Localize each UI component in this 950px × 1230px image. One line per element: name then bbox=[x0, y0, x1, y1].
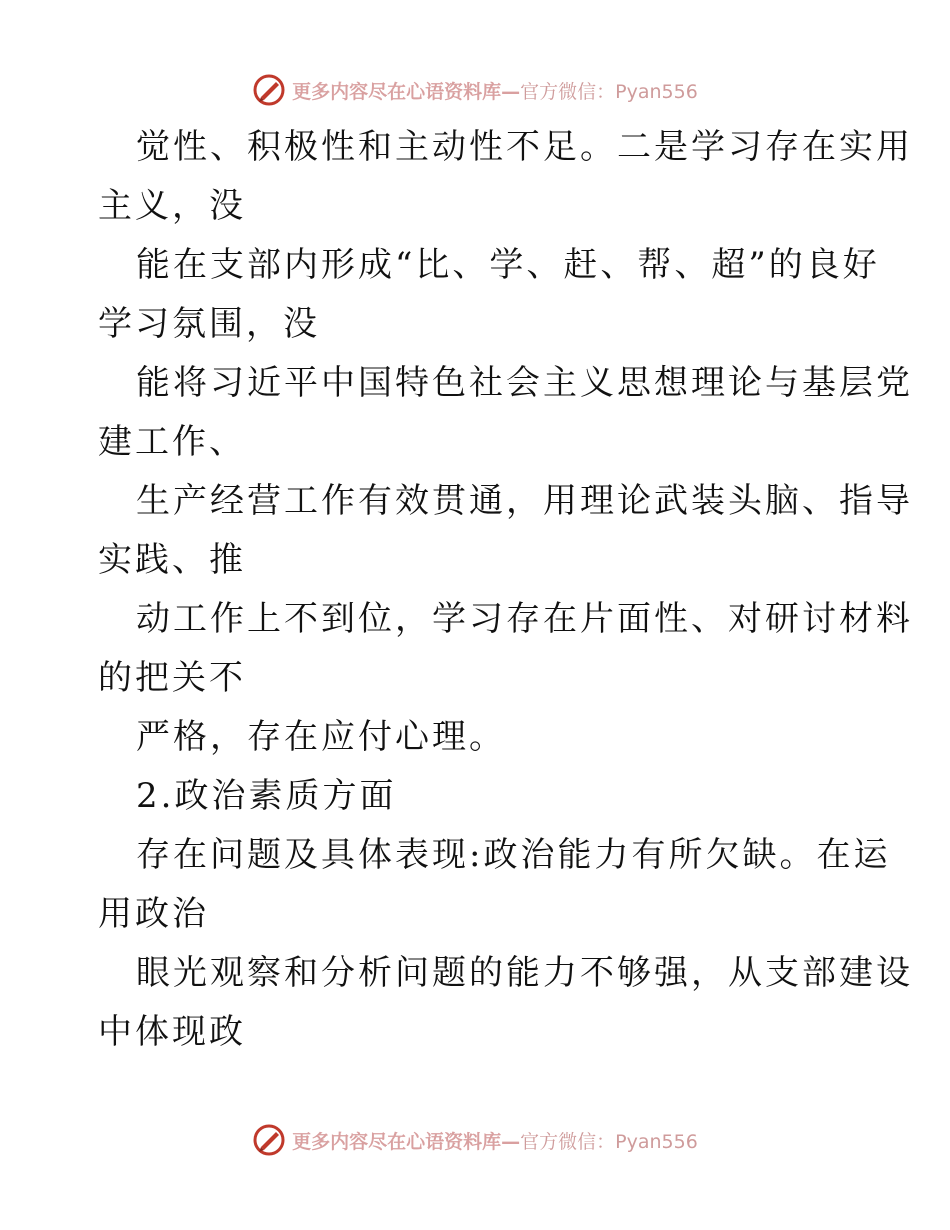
body-line: 中体现政 bbox=[98, 1012, 246, 1052]
body-line: 能将习近平中国特色社会主义思想理论与基层党 bbox=[136, 363, 913, 403]
header-slogan: 更多内容尽在心语资料库— bbox=[292, 80, 521, 103]
footer-watermark bbox=[0, 1120, 950, 1160]
footer-slogan: 更多内容尽在心语资料库— bbox=[292, 1130, 521, 1153]
section-heading: 2.政治素质方面 bbox=[136, 776, 397, 816]
body-line: 用政治 bbox=[98, 894, 209, 934]
document-body bbox=[98, 118, 913, 1062]
body-line: 主义，没 bbox=[98, 186, 246, 226]
body-line: 生产经营工作有效贯通，用理论武装头脑、指导 bbox=[136, 481, 913, 521]
body-line: 觉性、积极性和主动性不足。二是学习存在实用 bbox=[136, 127, 913, 167]
body-line: 动工作上不到位，学习存在片面性、对研讨材料 bbox=[136, 599, 913, 639]
body-line: 实践、推 bbox=[98, 540, 246, 580]
body-line: 学习氛围，没 bbox=[98, 304, 320, 344]
body-line: 建工作、 bbox=[98, 422, 246, 462]
body-line: 能在支部内形成“比、学、赶、帮、超”的良好 bbox=[136, 245, 880, 285]
body-line: 严格，存在应付心理。 bbox=[136, 717, 506, 757]
body-line: 存在问题及具体表现:政治能力有所欠缺。在运 bbox=[136, 835, 891, 875]
body-line: 的把关不 bbox=[98, 658, 246, 698]
footer-banner-text bbox=[292, 1127, 698, 1154]
footer-wechat: 官方微信：Pyan556 bbox=[520, 1130, 698, 1153]
logo-icon bbox=[252, 73, 286, 107]
logo-icon bbox=[252, 1123, 286, 1157]
header-wechat: 官方微信：Pyan556 bbox=[520, 80, 698, 103]
header-banner-text bbox=[292, 77, 698, 104]
header-watermark bbox=[0, 70, 950, 110]
body-line: 眼光观察和分析问题的能力不够强，从支部建设 bbox=[136, 953, 913, 993]
